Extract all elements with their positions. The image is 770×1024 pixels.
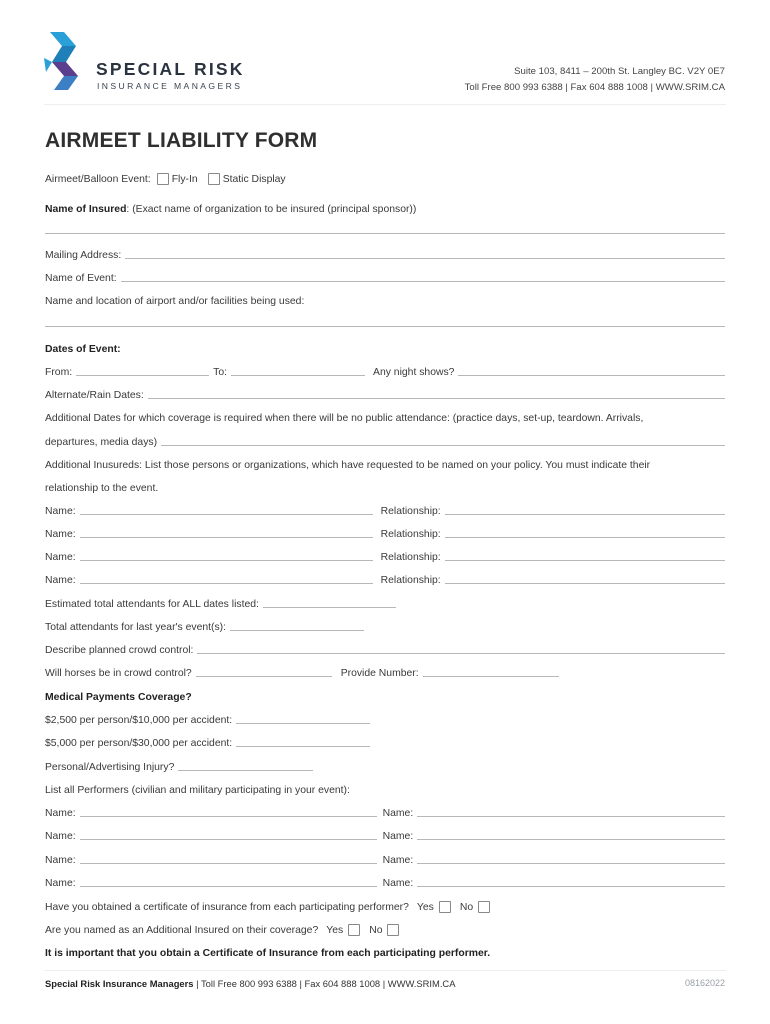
additional-insured-question-row (45, 919, 725, 937)
performer-name-input[interactable] (80, 816, 377, 817)
relationship-input[interactable] (445, 560, 725, 561)
medical-heading-row (45, 686, 725, 704)
from-label: From: (45, 367, 73, 378)
location-label: Name and location of airport and/or facilities being used: (45, 296, 305, 307)
relationship-label: Relationship: (380, 552, 441, 563)
insured-row (45, 198, 725, 216)
certificate-question-label: Have you obtained a certificate of insurance from each participating performer? (45, 902, 409, 913)
additional-insureds-row-1 (45, 454, 725, 472)
performer-name-input[interactable] (417, 886, 725, 887)
medical-heading: Medical Payments Coverage? (45, 692, 192, 703)
insured-entry-row (45, 500, 725, 518)
performer-entry-row (45, 872, 725, 890)
insured-name-input[interactable] (80, 514, 373, 515)
mailing-address-label: Mailing Address: (45, 250, 122, 261)
performers-row (45, 779, 725, 797)
flyin-label: Fly-In (171, 174, 198, 185)
personal-injury-field[interactable] (178, 770, 313, 771)
footer-contact: | Toll Free 800 993 6388 | Fax 604 888 1008 | WWW.SRIM.CA (193, 978, 456, 989)
header-address: Suite 103, 8411 – 200th St. Langley BC. V2Y 0E7 (514, 66, 725, 77)
relationship-input[interactable] (445, 514, 725, 515)
provide-number-field[interactable] (423, 676, 559, 677)
company-logo (44, 32, 264, 92)
dates-heading: Dates of Event: (45, 344, 121, 355)
performers-label: List all Performers (civilian and military participating in your event): (45, 785, 350, 796)
page-header (0, 0, 770, 106)
name-label: Name: (45, 808, 76, 819)
name-label: Name: (382, 808, 414, 819)
page-footer (45, 978, 455, 989)
name-label: Name: (45, 506, 76, 517)
name-label: Name: (45, 831, 76, 842)
location-field[interactable] (45, 326, 725, 327)
insured-name-input[interactable] (80, 560, 373, 561)
performer-name-input[interactable] (417, 816, 725, 817)
night-shows-label: Any night shows? (373, 367, 455, 378)
form-code: 08162022 (684, 978, 725, 988)
rain-dates-row (45, 384, 725, 402)
static-display-checkbox[interactable] (208, 173, 220, 185)
event-name-label: Name of Event: (45, 273, 117, 284)
performer-name-input[interactable] (80, 839, 377, 840)
relationship-input[interactable] (445, 583, 725, 584)
additional-insured-yes-checkbox[interactable] (348, 924, 360, 936)
event-name-row (45, 267, 725, 285)
performer-entry-row (45, 802, 725, 820)
relationship-input[interactable] (445, 537, 725, 538)
footer-company: Special Risk Insurance Managers (45, 978, 194, 989)
name-label: Name: (45, 575, 76, 586)
flyin-checkbox[interactable] (157, 173, 169, 185)
performer-name-input[interactable] (417, 863, 725, 864)
performer-entry-row (45, 825, 725, 843)
last-year-field[interactable] (230, 630, 364, 631)
yes-label: Yes (416, 902, 434, 913)
certificate-question-row (45, 896, 725, 914)
performer-name-input[interactable] (80, 863, 377, 864)
important-note: It is important that you obtain a Certificate of Insurance from each participating performer. (45, 948, 491, 959)
logo-tagline: INSURANCE MANAGERS (97, 81, 243, 91)
header-contact (465, 64, 725, 96)
mailing-address-field[interactable] (125, 258, 725, 259)
name-label: Name: (45, 529, 76, 540)
header-phone-web: Toll Free 800 993 6388 | Fax 604 888 1008 | WWW.SRIM.CA (464, 82, 725, 93)
medical-option-2-label: $5,000 per person/$30,000 per accident: (45, 738, 233, 749)
medical-option-1-label: $2,500 per person/$10,000 per accident: (45, 715, 233, 726)
personal-injury-label: Personal/Advertising Injury? (45, 762, 175, 773)
additional-dates-row-1 (45, 407, 725, 425)
additional-insured-question-label: Are you named as an Additional Insured on their coverage? (45, 925, 319, 936)
additional-insureds-row-2 (45, 477, 725, 495)
insured-entry-row (45, 523, 725, 541)
rain-dates-label: Alternate/Rain Dates: (45, 390, 144, 401)
event-name-field[interactable] (121, 281, 725, 282)
event-type-row (45, 168, 725, 186)
insured-name-input[interactable] (80, 537, 373, 538)
logo-wordmark: SPECIAL RISK (96, 59, 245, 79)
yes-label: Yes (326, 925, 344, 936)
static-display-label: Static Display (222, 174, 286, 185)
relationship-label: Relationship: (380, 529, 441, 540)
form-title: AIRMEET LIABILITY FORM (45, 129, 318, 152)
name-label: Name: (45, 855, 76, 866)
personal-injury-row (45, 756, 725, 774)
insured-name-input[interactable] (80, 583, 373, 584)
name-label: Name: (382, 855, 414, 866)
horses-field[interactable] (196, 676, 332, 677)
header-divider (44, 104, 726, 105)
insured-entry-row (45, 546, 725, 564)
insured-entry-row (45, 569, 725, 587)
name-label: Name: (45, 552, 76, 563)
last-year-row (45, 616, 725, 634)
name-label: Name: (382, 878, 414, 889)
performer-name-input[interactable] (417, 839, 725, 840)
dates-row (45, 361, 725, 379)
insured-instructions: : (Exact name of organization to be insured (principal sponsor)) (126, 204, 417, 215)
additional-dates-row-2 (45, 431, 725, 449)
estimated-attendants-row (45, 593, 725, 611)
medical-option-2-field[interactable] (236, 746, 370, 747)
provide-number-label: Provide Number: (340, 668, 419, 679)
performer-name-input[interactable] (80, 886, 377, 887)
from-date-field[interactable] (76, 375, 209, 376)
crowd-control-field[interactable] (197, 653, 725, 654)
last-year-label: Total attendants for last year's event(s): (45, 622, 227, 633)
footer-divider (44, 970, 726, 971)
estimated-attendants-field[interactable] (263, 607, 396, 608)
additional-dates-text-cont: departures, media days) (45, 437, 158, 448)
name-label: Name: (382, 831, 414, 842)
estimated-attendants-label: Estimated total attendants for ALL dates listed: (45, 599, 259, 610)
certificate-yes-checkbox[interactable] (439, 901, 451, 913)
crowd-control-label: Describe planned crowd control: (45, 645, 194, 656)
certificate-no-checkbox[interactable] (478, 901, 490, 913)
insured-label: Name of Insured (45, 204, 127, 215)
mailing-address-row (45, 244, 725, 262)
location-row (45, 290, 725, 308)
additional-insureds-text-cont: relationship to the event. (45, 483, 159, 494)
additional-dates-text: Additional Dates for which coverage is required when there will be no public attendance: (practice days, set-up, teardown. Arrivals, (45, 413, 644, 424)
medical-option-2-row (45, 732, 725, 750)
horses-row (45, 662, 725, 680)
dates-heading-row (45, 338, 725, 356)
rain-dates-field[interactable] (148, 398, 725, 399)
insured-name-field[interactable] (45, 233, 725, 234)
logo-mark-icon (44, 32, 94, 92)
additional-insureds-text: Additional Inusureds: List those persons or organizations, which have requested to be named on your policy. You must indicate their (45, 460, 651, 471)
important-note-row (45, 942, 725, 960)
to-date-field[interactable] (231, 375, 365, 376)
medical-option-1-field[interactable] (236, 723, 370, 724)
relationship-label: Relationship: (380, 506, 441, 517)
relationship-label: Relationship: (380, 575, 441, 586)
event-type-label: Airmeet/Balloon Event: (45, 174, 151, 185)
name-label: Name: (45, 878, 76, 889)
night-shows-field[interactable] (458, 375, 725, 376)
to-label: To: (213, 367, 228, 378)
no-label: No (369, 925, 383, 936)
additional-insured-no-checkbox[interactable] (387, 924, 399, 936)
crowd-control-row (45, 639, 725, 657)
additional-dates-field[interactable] (161, 445, 725, 446)
no-label: No (459, 902, 474, 913)
performer-entry-row (45, 849, 725, 867)
medical-option-1-row (45, 709, 725, 727)
horses-label: Will horses be in crowd control? (45, 668, 192, 679)
